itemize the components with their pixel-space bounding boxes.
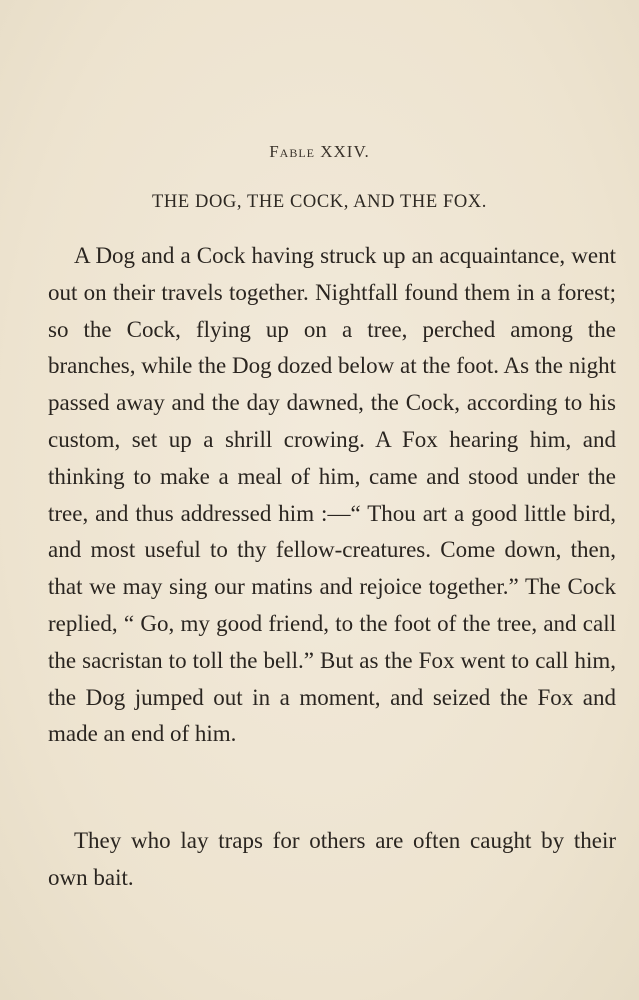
fable-body	[48, 238, 616, 753]
fable-title: THE DOG, THE COCK, AND THE FOX.	[152, 192, 487, 212]
fable-paragraph: A Dog and a Cock having struck up an acquaintance, went out on their travels together. Nightfall found them in a forest; so the Cock, flying up on a tree, perched among the branches, while the Dog dozed below at the foot. As the night passed away and the day dawned, the Cock, according to his custom, set up a shrill crowing. A Fox hearing him, and thinking to make a meal of him, came and stood under the tree, and thus addressed him :—“ Thou art a good little bird, and most useful to thy fellow-creatures. Come down, then, that we may sing our matins and rejoice together.” The Cock replied, “ Go, my good friend, to the foot of the tree, and call the sacristan to toll the bell.” But as the Fox went to call him, the Dog jumped out in a moment, and seized the Fox and made an end of him.	[48, 243, 616, 747]
fable-moral: They who lay traps for others are often caught by their own bait.	[48, 828, 616, 890]
fable-number-heading: Fable XXIV.	[269, 142, 370, 161]
